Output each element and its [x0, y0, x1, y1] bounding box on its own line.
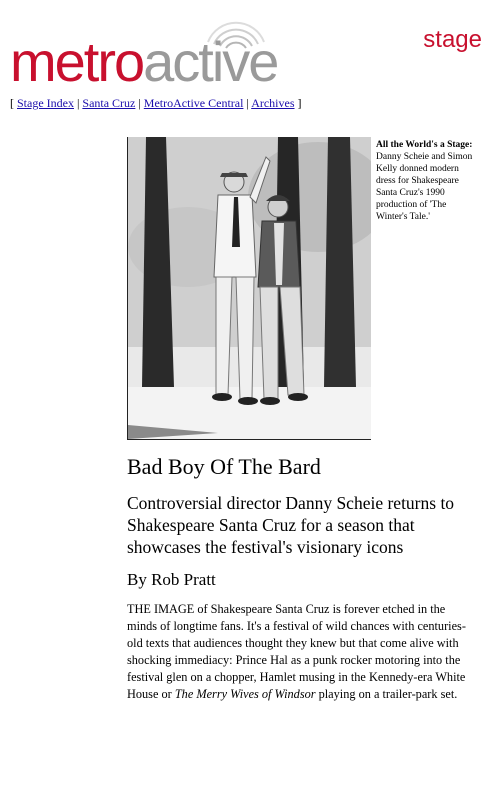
nav-link-santa-cruz[interactable]: Santa Cruz — [82, 96, 136, 110]
body-text-2: playing on a trailer-park set. — [315, 687, 458, 701]
article-byline: By Rob Pratt — [127, 570, 216, 589]
body-text-1: THE IMAGE of Shakespeare Santa Cruz is forever etched in the minds of longtime fans. It's a festival of wild chances with centuries-old texts that audiences thought they knew but that come alive with shocking immediacy: Prince Hal as a punk rocker motoring into the festival glen on a chopper, Hamlet musing in the Kennedy-era White House or — [127, 602, 466, 701]
metroactive-logo[interactable] — [10, 14, 310, 94]
stage-photo-image — [128, 137, 371, 439]
nav-link-stage-index[interactable]: Stage Index — [17, 96, 74, 110]
nav-close-bracket: ] — [294, 96, 302, 110]
logo-wordmark — [10, 32, 277, 92]
nav-separator: | — [73, 96, 83, 110]
article-body — [127, 601, 477, 703]
nav-link-archives[interactable]: Archives — [251, 96, 295, 110]
article-headline: Bad Boy Of The Bard — [127, 454, 321, 479]
logo-metro: metro — [10, 30, 144, 93]
article-photo — [127, 137, 371, 440]
nav-open-bracket: [ — [10, 96, 17, 110]
nav-link-metroactive-central[interactable]: MetroActive Central — [143, 96, 244, 110]
caption-title: All the World's a Stage: — [376, 140, 473, 150]
photo-caption — [376, 139, 476, 223]
caption-text: Danny Scheie and Simon Kelly donned modern dress for Shakespeare Santa Cruz's 1990 production of 'The Winter's Tale.' — [376, 152, 473, 222]
body-title-italic: The Merry Wives of Windsor — [174, 687, 316, 701]
breadcrumb-nav — [10, 96, 302, 111]
nav-separator: | — [243, 96, 252, 110]
nav-separator: | — [135, 96, 144, 110]
section-label: stage — [423, 26, 482, 53]
article-deck: Controversial director Danny Scheie returns to Shakespeare Santa Cruz for a season that showcases the festival's visionary icons — [127, 493, 455, 557]
logo-active: active — [143, 30, 278, 93]
